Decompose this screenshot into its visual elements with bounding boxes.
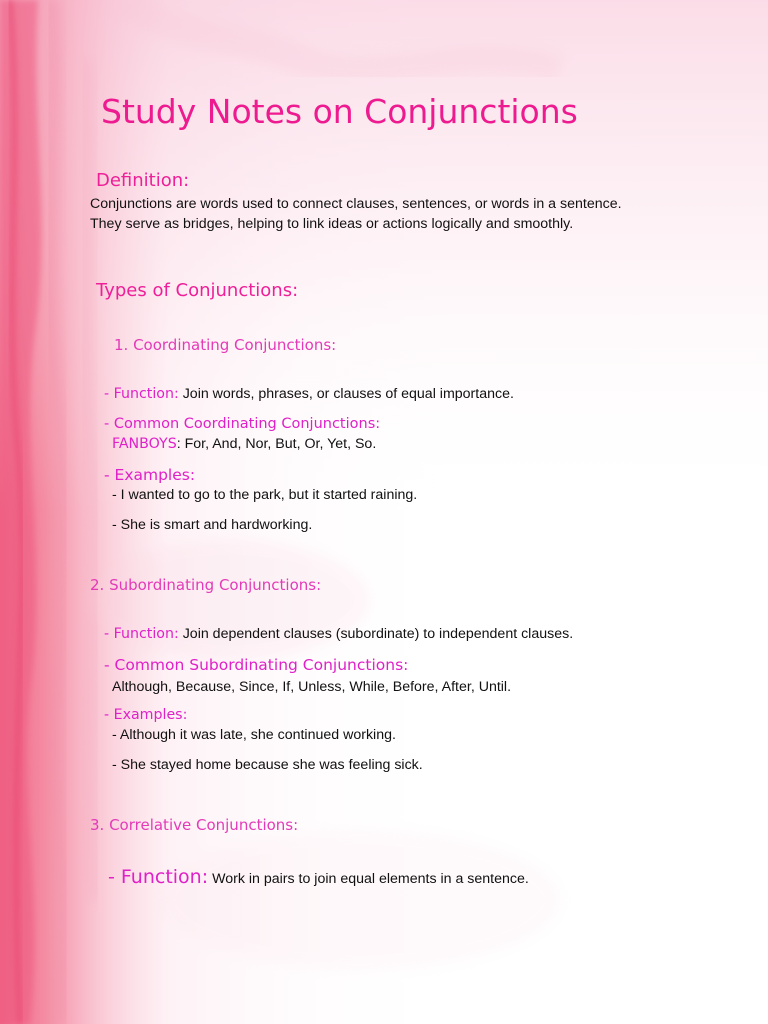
correlative-function-label: - Function: (108, 866, 209, 888)
subordinating-common-label: - Common Subordinating Conjunctions: (104, 656, 409, 674)
definition-heading: Definition: (96, 170, 190, 191)
coordinating-common-label: - Common Coordinating Conjunctions: (104, 416, 381, 432)
fanboys-text: : For, And, Nor, But, Or, Yet, So. (176, 436, 377, 452)
coordinating-function-label: - Function: (104, 386, 179, 402)
page-title: Study Notes on Conjunctions (101, 92, 578, 131)
types-heading: Types of Conjunctions: (96, 280, 299, 301)
coordinating-fanboys (112, 436, 376, 452)
correlative-heading: 3. Correlative Conjunctions: (90, 816, 299, 834)
coordinating-function-text: Join words, phrases, or clauses of equal importance. (178, 386, 514, 402)
coordinating-examples-label: - Examples: (104, 466, 196, 484)
coordinating-example-1: - I wanted to go to the park, but it started raining. (112, 487, 418, 503)
correlative-function (108, 866, 529, 888)
subordinating-heading: 2. Subordinating Conjunctions: (90, 576, 322, 594)
coordinating-example-2: - She is smart and hardworking. (112, 517, 313, 533)
coordinating-heading: 1. Coordinating Conjunctions: (114, 336, 337, 354)
correlative-function-text: Work in pairs to join equal elements in a sentence. (208, 871, 529, 887)
subordinating-examples-label: - Examples: (104, 707, 188, 723)
subordinating-example-1: - Although it was late, she continued working. (112, 727, 396, 743)
subordinating-common-text: Although, Because, Since, If, Unless, While, Before, After, Until. (112, 679, 512, 695)
subordinating-function-label: - Function: (104, 626, 179, 642)
subordinating-function (104, 626, 573, 642)
subordinating-example-2: - She stayed home because she was feeling sick. (112, 757, 423, 773)
fanboys-label: FANBOYS (112, 436, 177, 452)
definition-line-1: Conjunctions are words used to connect clauses, sentences, or words in a sentence. (90, 196, 622, 212)
subordinating-function-text: Join dependent clauses (subordinate) to independent clauses. (178, 626, 574, 642)
coordinating-function (104, 386, 514, 402)
definition-line-2: They serve as bridges, helping to link ideas or actions logically and smoothly. (90, 216, 574, 232)
